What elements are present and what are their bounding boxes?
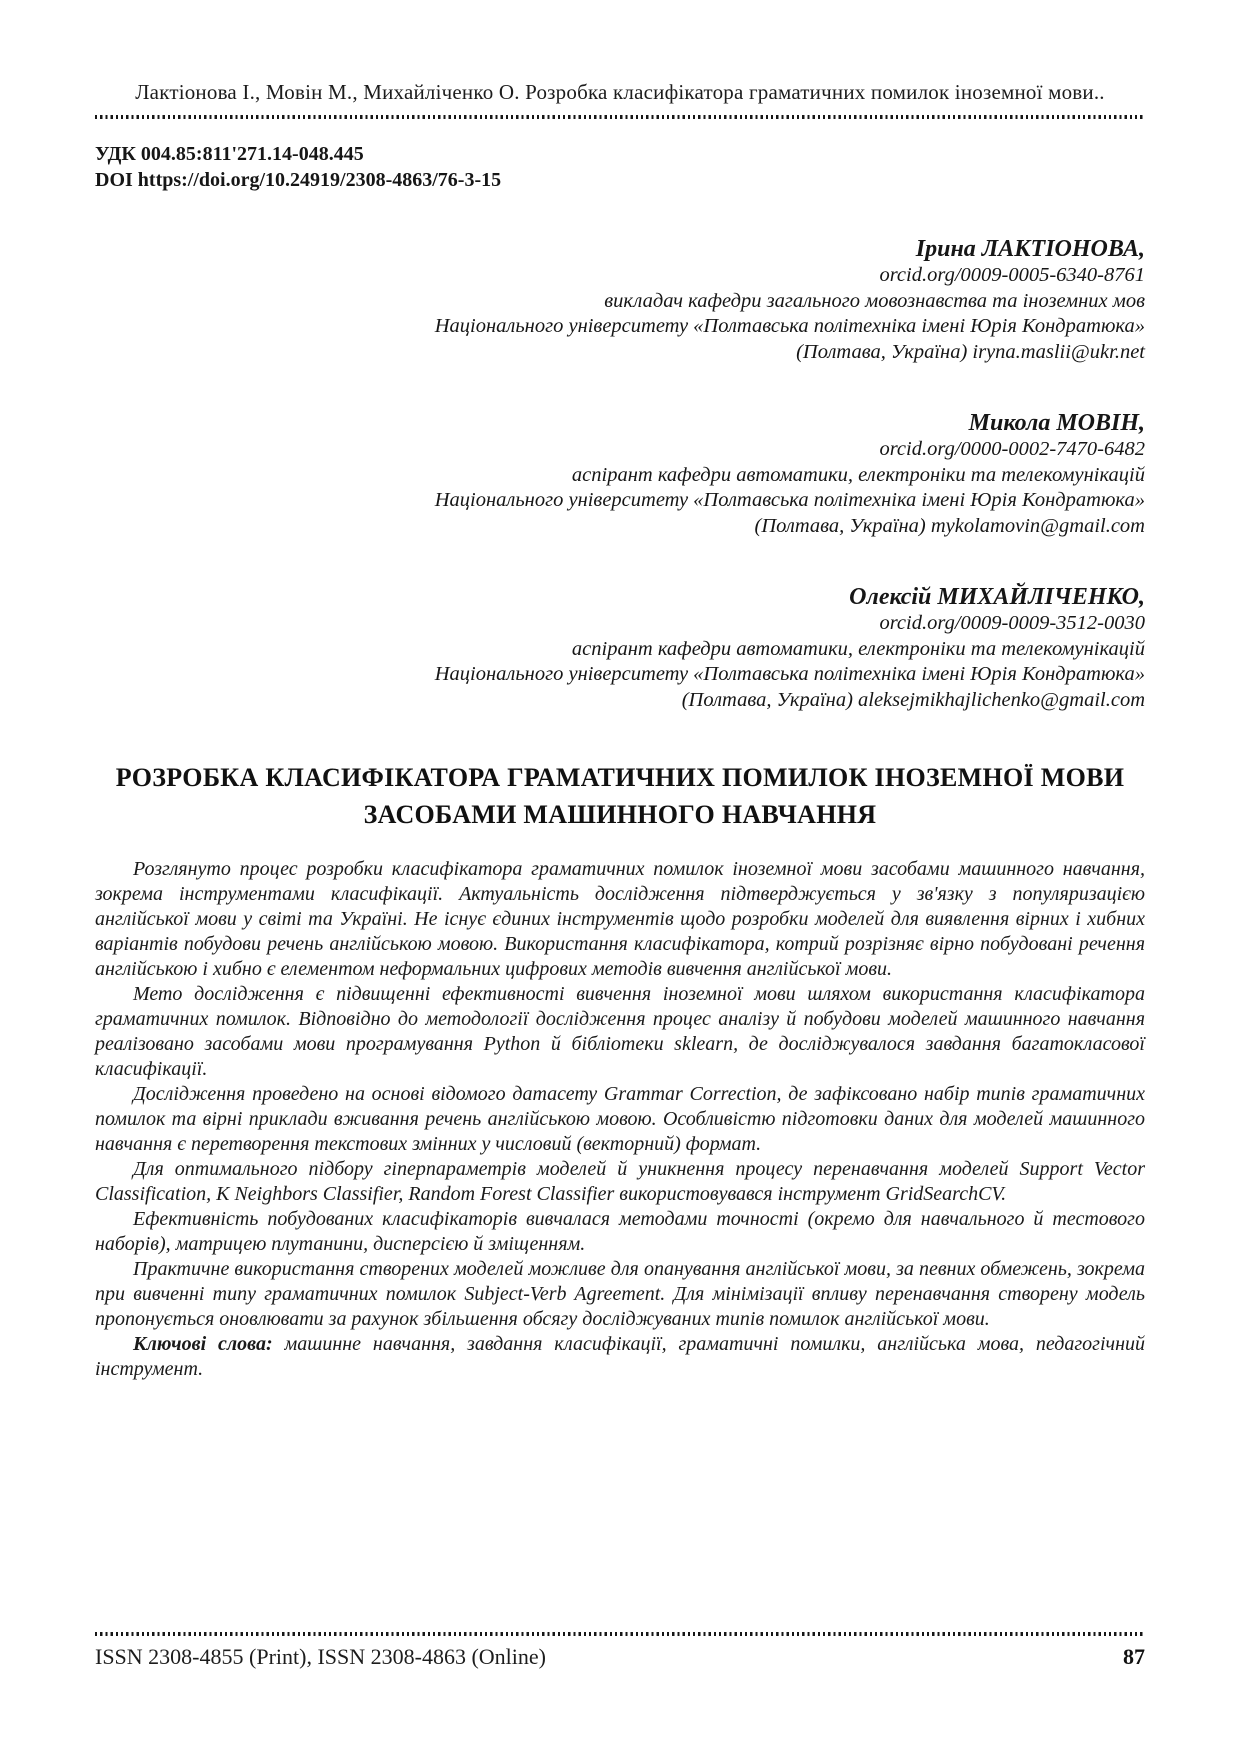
author-block-2 [95, 409, 1145, 539]
abstract-paragraph: Дослідження проведено на основі відомого датасету Grammar Correction, де зафіксовано набір типів граматичних помилок та вірні приклади вживання речень англійською мовою. Особливістю підготовки даних для моделей машинного навчання є перетворення текстових змінних у числовий (векторний) формат. [95, 1083, 1145, 1155]
keywords-text: машинне навчання, завдання класифікації, граматичні помилки, англійська мова, педагогічний інструмент. [95, 1333, 1145, 1380]
udc-line: УДК 004.85:811'271.14-048.445 [95, 143, 364, 165]
article-title-line-1: РОЗРОБКА КЛАСИФІКАТОРА ГРАМАТИЧНИХ ПОМИЛОК ІНОЗЕМНОЇ МОВИ [115, 763, 1125, 792]
abstract-paragraph: Мето дослідження є підвищенні ефективності вивчення іноземної мови шляхом використання класифікатора граматичних помилок. Відповідно до методології дослідження процес аналізу й побудови моделей машинного навчання реалізовано засобами мови програмування Python й бібліотеки sklearn, де досліджувалося завдання багатокласової класифікації. [95, 983, 1145, 1080]
author-orcid: orcid.org/0009-0005-6340-8761 [879, 264, 1145, 286]
author-orcid: orcid.org/0000-0002-7470-6482 [879, 438, 1145, 460]
author-position: аспірант кафедри автоматики, електроніки та телекомунікацій [571, 463, 1145, 486]
author-affiliation: Національного університету «Полтавська політехніка імені Юрія Кондратюка» [434, 489, 1145, 511]
author-contact: (Полтава, Україна) mykolamovin@gmail.com [754, 514, 1145, 537]
footer-issn: ISSN 2308-4855 (Print), ISSN 2308-4863 (Online) [95, 1644, 546, 1669]
author-name: Олексій МИХАЙЛІЧЕНКО, [849, 584, 1145, 610]
author-contact: (Полтава, Україна) aleksejmikhajlichenko@gmail.com [681, 688, 1145, 711]
author-name: Микола МОВІН, [968, 410, 1145, 436]
author-orcid: orcid.org/0009-0009-3512-0030 [879, 612, 1145, 634]
authors-section [95, 235, 1145, 713]
running-head: Лактіонова І., Мовін М., Михайліченко О. Розробка класифікатора граматичних помилок іноземної мови.. [135, 80, 1105, 104]
page-footer [95, 1632, 1145, 1670]
author-position: аспірант кафедри автоматики, електроніки та телекомунікацій [571, 637, 1145, 660]
keywords-label: Ключові слова: [133, 1333, 273, 1355]
author-affiliation: Національного університету «Полтавська політехніка імені Юрія Кондратюка» [434, 663, 1145, 685]
abstract-section [95, 857, 1145, 1382]
author-position: викладач кафедри загального мовознавства та іноземних мов [604, 289, 1145, 312]
article-title-line-2: ЗАСОБАМИ МАШИННОГО НАВЧАННЯ [363, 800, 877, 829]
abstract-paragraph: Ефективність побудованих класифікаторів вивчалася методами точності (окремо для навчального й тестового наборів), матрицею плутанини, дисперсією й зміщенням. [95, 1208, 1145, 1255]
author-block-1 [95, 235, 1145, 365]
keywords-paragraph [95, 1332, 1145, 1382]
footer-page-number: 87 [1123, 1644, 1145, 1669]
abstract-paragraph: Розглянуто процес розробки класифікатора граматичних помилок іноземної мови засобами машинного навчання, зокрема інструментами класифікації. Актуальність дослідження підтверджується у зв'язку з популяризацією англійської мови у світі та Україні. Не існує єдиних інструментів щодо розробки моделей для виявлення вірних і хибних варіантів побудови речень англійською мовою. Використання класифікатора, котрий розрізняє вірно побудовані речення англійською і хибно є елементом неформальних цифрових методів вивчення англійської мови. [95, 858, 1145, 980]
author-block-3 [95, 583, 1145, 713]
article-title [95, 759, 1145, 833]
abstract-paragraph: Практичне використання створених моделей можливе для опанування англійської мови, за певних обмежень, зокрема при вивченні типу граматичних помилок Subject-Verb Agreement. Для мінімізації впливу перенавчання створену модель пропонується оновлювати за рахунок збільшення обсягу досліджуваних типів помилок англійської мови. [95, 1258, 1145, 1330]
doi-line: DOI https://doi.org/10.24919/2308-4863/76-3-15 [95, 169, 502, 191]
author-affiliation: Національного університету «Полтавська політехніка імені Юрія Кондратюка» [434, 315, 1145, 337]
header-dotted-rule [95, 115, 1145, 119]
abstract-paragraph: Для оптимального підбору гіперпараметрів моделей й уникнення процесу перенавчання моделей Support Vector Classification, K Neighbors Classifier, Random Forest Classifier використовувався інструмент GridSearchCV. [95, 1158, 1145, 1205]
footer-dotted-rule [95, 1632, 1145, 1636]
author-name: Ірина ЛАКТІОНОВА, [915, 236, 1145, 262]
author-contact: (Полтава, Україна) iryna.maslii@ukr.net [796, 340, 1145, 363]
udc-doi-block [95, 141, 1145, 193]
